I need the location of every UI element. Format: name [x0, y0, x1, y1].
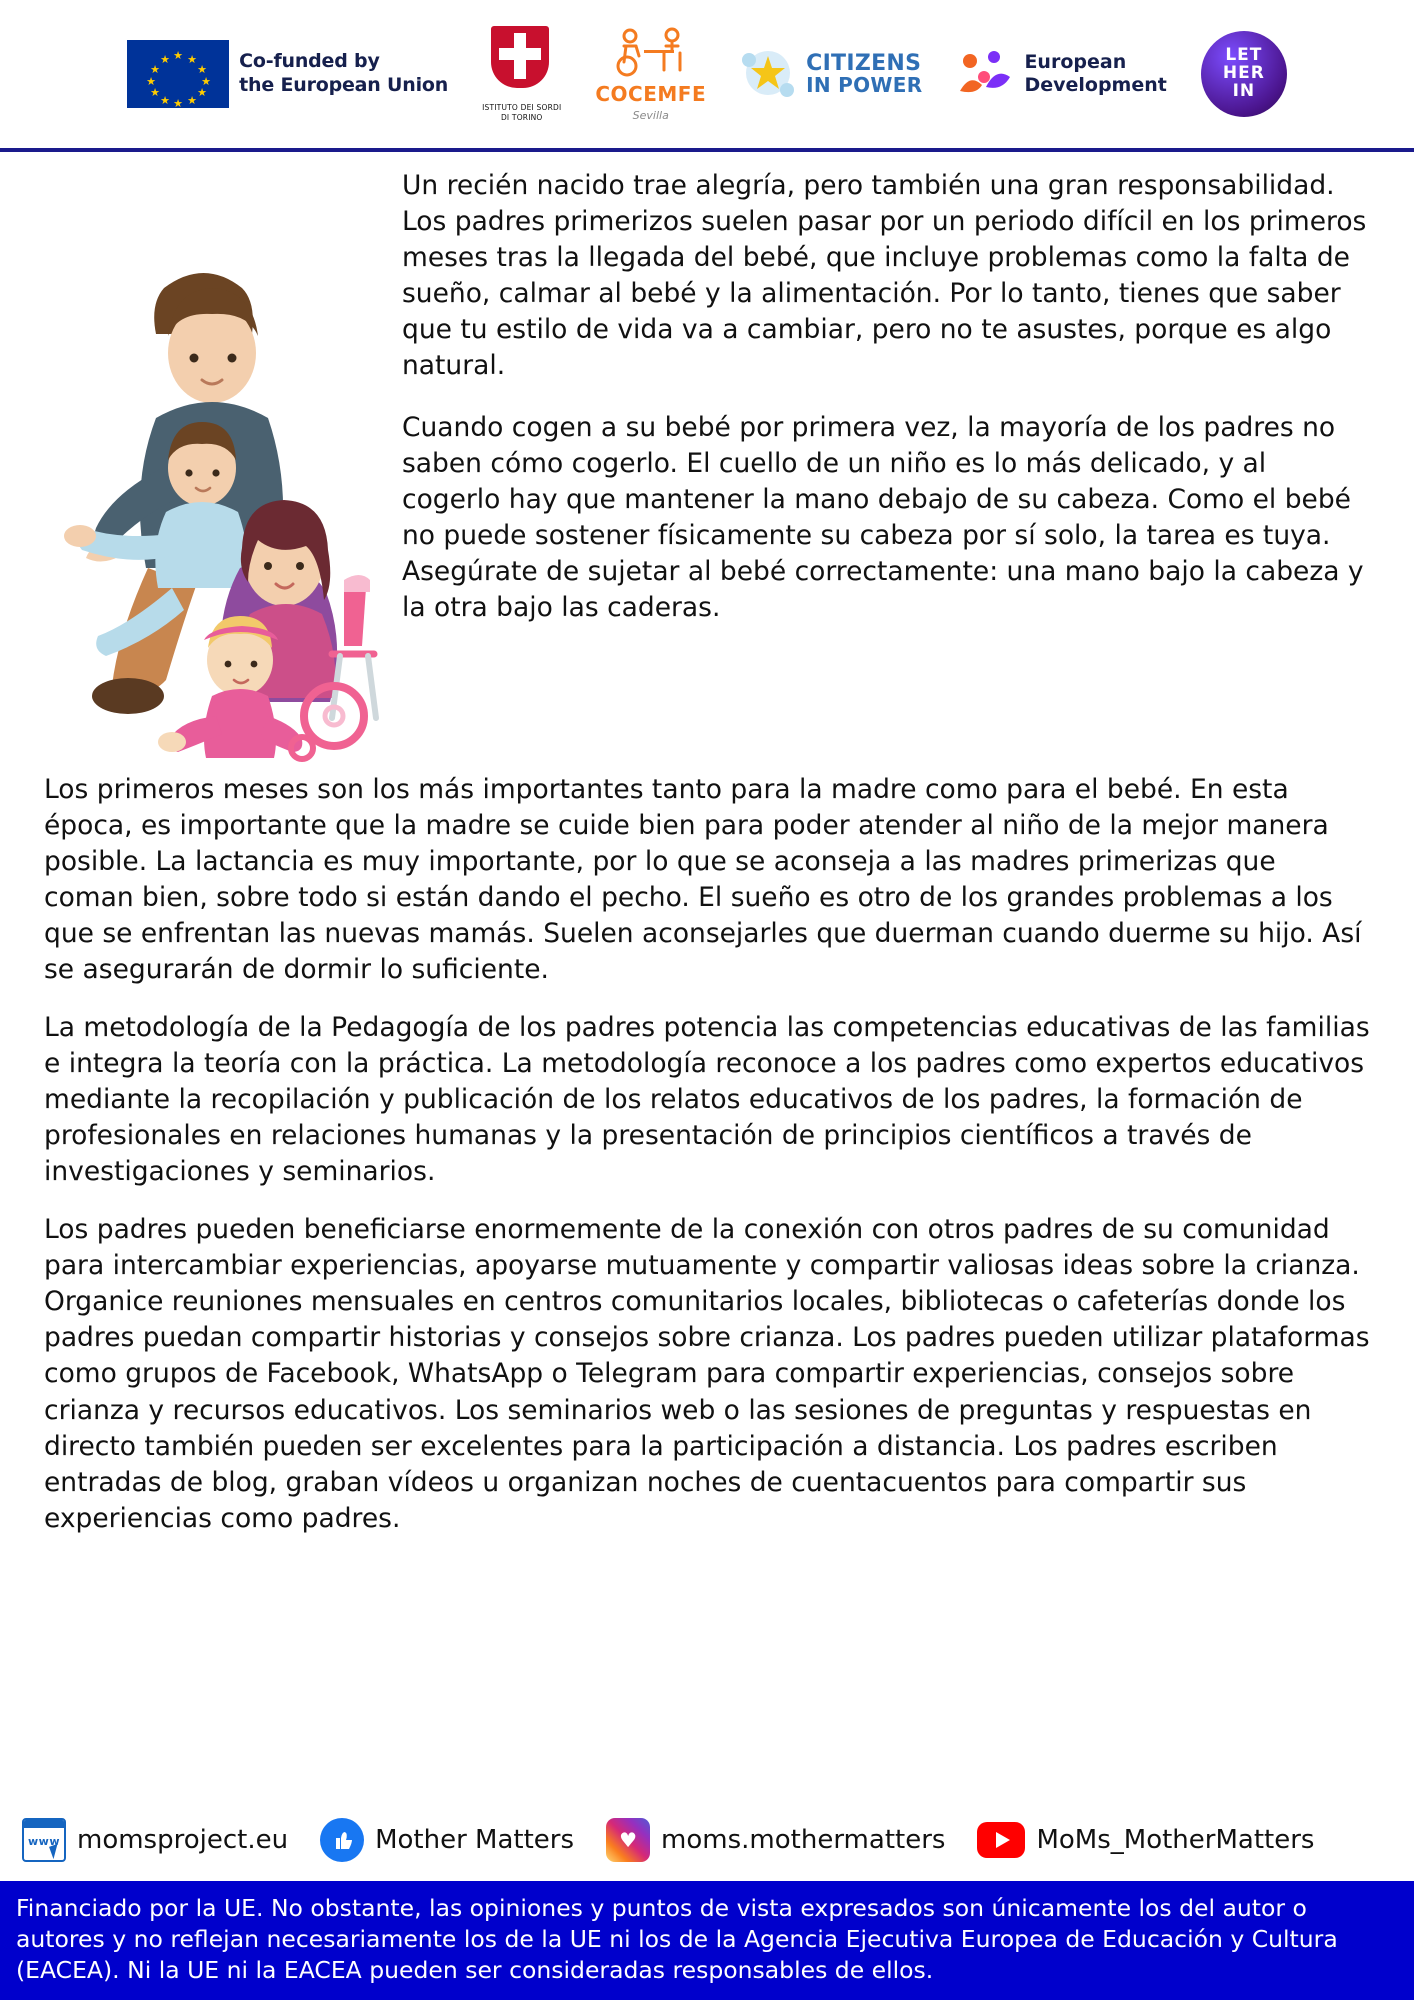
paragraph-5: Los padres pueden beneficiarse enormemente de la conexión con otros padres de su comunidad para intercambiar experiencias, apoyarse mutuamente y compartir valiosas ideas sobre la crianza. Organice reuniones mensuales en centros comunitarios locales, bibliotecas o cafeterías donde los padres puedan compartir historias y consejos sobre crianza. Los padres pueden utilizar plataformas como grupos de Facebook, WhatsApp o Telegram para compartir experiencias, consejos sobre crianza y recursos educativos. Los seminarios web o las sesiones de preguntas y respuestas en directo también pueden ser excelentes para la participación a distancia. Los padres escriben entradas de blog, graban vídeos u organizan noches de cuentacuentos para compartir sus experiencias como padres. [44, 1214, 1370, 1534]
logo-european-development [956, 47, 1166, 101]
paragraph-3: Los primeros meses son los más importantes tanto para la madre como para el bebé. En esta época, es importante que la madre se cuide bien para poder atender al niño de la mejor manera posible. La lactancia es muy importante, por lo que se aconseja a las madres primerizas que coman bien, sobre todo si están dando el pecho. El sueño es otro de los grandes problemas a los que se enfrentan las nuevas mamás. Suelen aconsejarles que duerman cuando duerme su hijo. Así se asegurarán de dormir lo suficiente. [44, 774, 1362, 986]
lhi-line1: LET [1225, 45, 1263, 66]
social-link-facebook[interactable] [320, 1818, 574, 1862]
social-link-website[interactable] [22, 1818, 288, 1862]
eu-cofunded-line1: Co-funded by [239, 50, 380, 73]
social-links-bar [0, 1812, 1414, 1862]
youtube-icon [977, 1822, 1025, 1858]
paragraph-2: Cuando cogen a su bebé por primera vez, la mayoría de los padres no saben cómo cogerlo. El cuello de un niño es lo más delicado, y al cogerlo hay que mantener la mano debajo de su cabeza. Como el bebé no puede sostener físicamente su cabeza por sí solo, la tarea es tuya. Asegúrate de sujetar al bebé correctamente: una mano bajo la cabeza y la otra bajo las caderas. [402, 412, 1364, 624]
heart-icon: ♥ [619, 1828, 638, 1852]
paragraph-4: La metodología de la Pedagogía de los padres potencia las competencias educativas de las familias e integra la teoría con la práctica. La metodología reconoce a los padres como expertos educativos mediante la recopilación y publicación de los relatos educativos de los padres, la formación de profesionales en relaciones humanas y la presentación de principios científicos a través de investigaciones y seminarios. [44, 1012, 1370, 1188]
citizens-line2: IN POWER [806, 73, 923, 98]
lhi-line3: IN [1232, 80, 1256, 101]
eu-disclaimer-footer [0, 1881, 1414, 2000]
citizens-star-icon [740, 44, 796, 102]
shield-cross-icon [491, 26, 553, 100]
family-illustration-svg [44, 168, 384, 768]
logo-citizens-in-power [740, 44, 922, 104]
thumbs-up-icon [329, 1827, 355, 1853]
instagram-icon [606, 1818, 650, 1862]
ed-line2: Development [1024, 74, 1167, 96]
social-label-youtube: MoMs_MotherMatters [1036, 1825, 1315, 1855]
eu-cofunded-text [239, 50, 448, 98]
social-label-instagram: moms.mothermatters [661, 1825, 946, 1855]
family-illustration [44, 168, 384, 768]
european-development-text [1024, 51, 1166, 97]
website-icon: www [22, 1818, 66, 1862]
disclaimer-text: Financiado por la UE. No obstante, las opiniones y puntos de vista expresados son únicamente los del autor o autores y no reflejan necesariamente los de la UE ni los de la Agencia Ejecutiva Europea de Educación y Cultura (EACEA). Ni la UE ni la EACEA pueden ser consideradas responsables de ellos. [16, 1893, 1338, 1984]
logo-istituto-dei-sordi [482, 26, 561, 122]
wheelchair-table-icon [614, 26, 688, 82]
citizens-in-power-text [806, 52, 922, 96]
istituto-line1: ISTITUTO DEI SORDI [482, 103, 562, 113]
eu-cofunded-line2: the European Union [239, 74, 449, 96]
social-link-instagram[interactable] [606, 1818, 945, 1862]
lhi-line2: HER [1222, 63, 1265, 84]
article-body [0, 152, 1414, 1537]
istituto-line2: DI TORINO [500, 112, 543, 122]
logo-let-her-in [1201, 31, 1287, 117]
eu-flag-icon: ★ ★ ★ ★ ★ ★ ★ ★ ★ ★ ★ ★ [127, 40, 229, 108]
cocemfe-wordmark: COCEMFE [595, 82, 707, 106]
citizens-line1: CITIZENS [806, 50, 922, 76]
people-icon [956, 47, 1014, 101]
facebook-icon [320, 1818, 364, 1862]
logo-header [0, 0, 1414, 148]
social-label-website: momsproject.eu [77, 1825, 289, 1855]
citizens-badge-icon [740, 44, 796, 104]
paragraph-1: Un recién nacido trae alegría, pero también una gran responsabilidad. Los padres primerizos suelen pasar por un periodo difícil en los primeros meses tras la llegada del bebé, que incluye problemas como la falta de sueño, calmar al bebé y la alimentación. Por lo tanto, tienes que saber que tu estilo de vida va a cambiar, pero no te asustes, porque es algo natural. [402, 170, 1367, 382]
social-link-youtube[interactable] [977, 1822, 1314, 1858]
play-triangle-icon [996, 1832, 1010, 1848]
european-development-glyph-icon [956, 47, 1014, 101]
logo-cocemfe [595, 26, 706, 122]
cocemfe-sublabel: Sevilla [632, 109, 669, 122]
istituto-dei-sordi-text [482, 103, 561, 122]
ed-line1: European [1024, 51, 1127, 74]
cocemfe-glyph-icon [614, 26, 688, 78]
social-label-facebook: Mother Matters [375, 1825, 575, 1855]
logo-eu-cofunded [127, 40, 448, 108]
